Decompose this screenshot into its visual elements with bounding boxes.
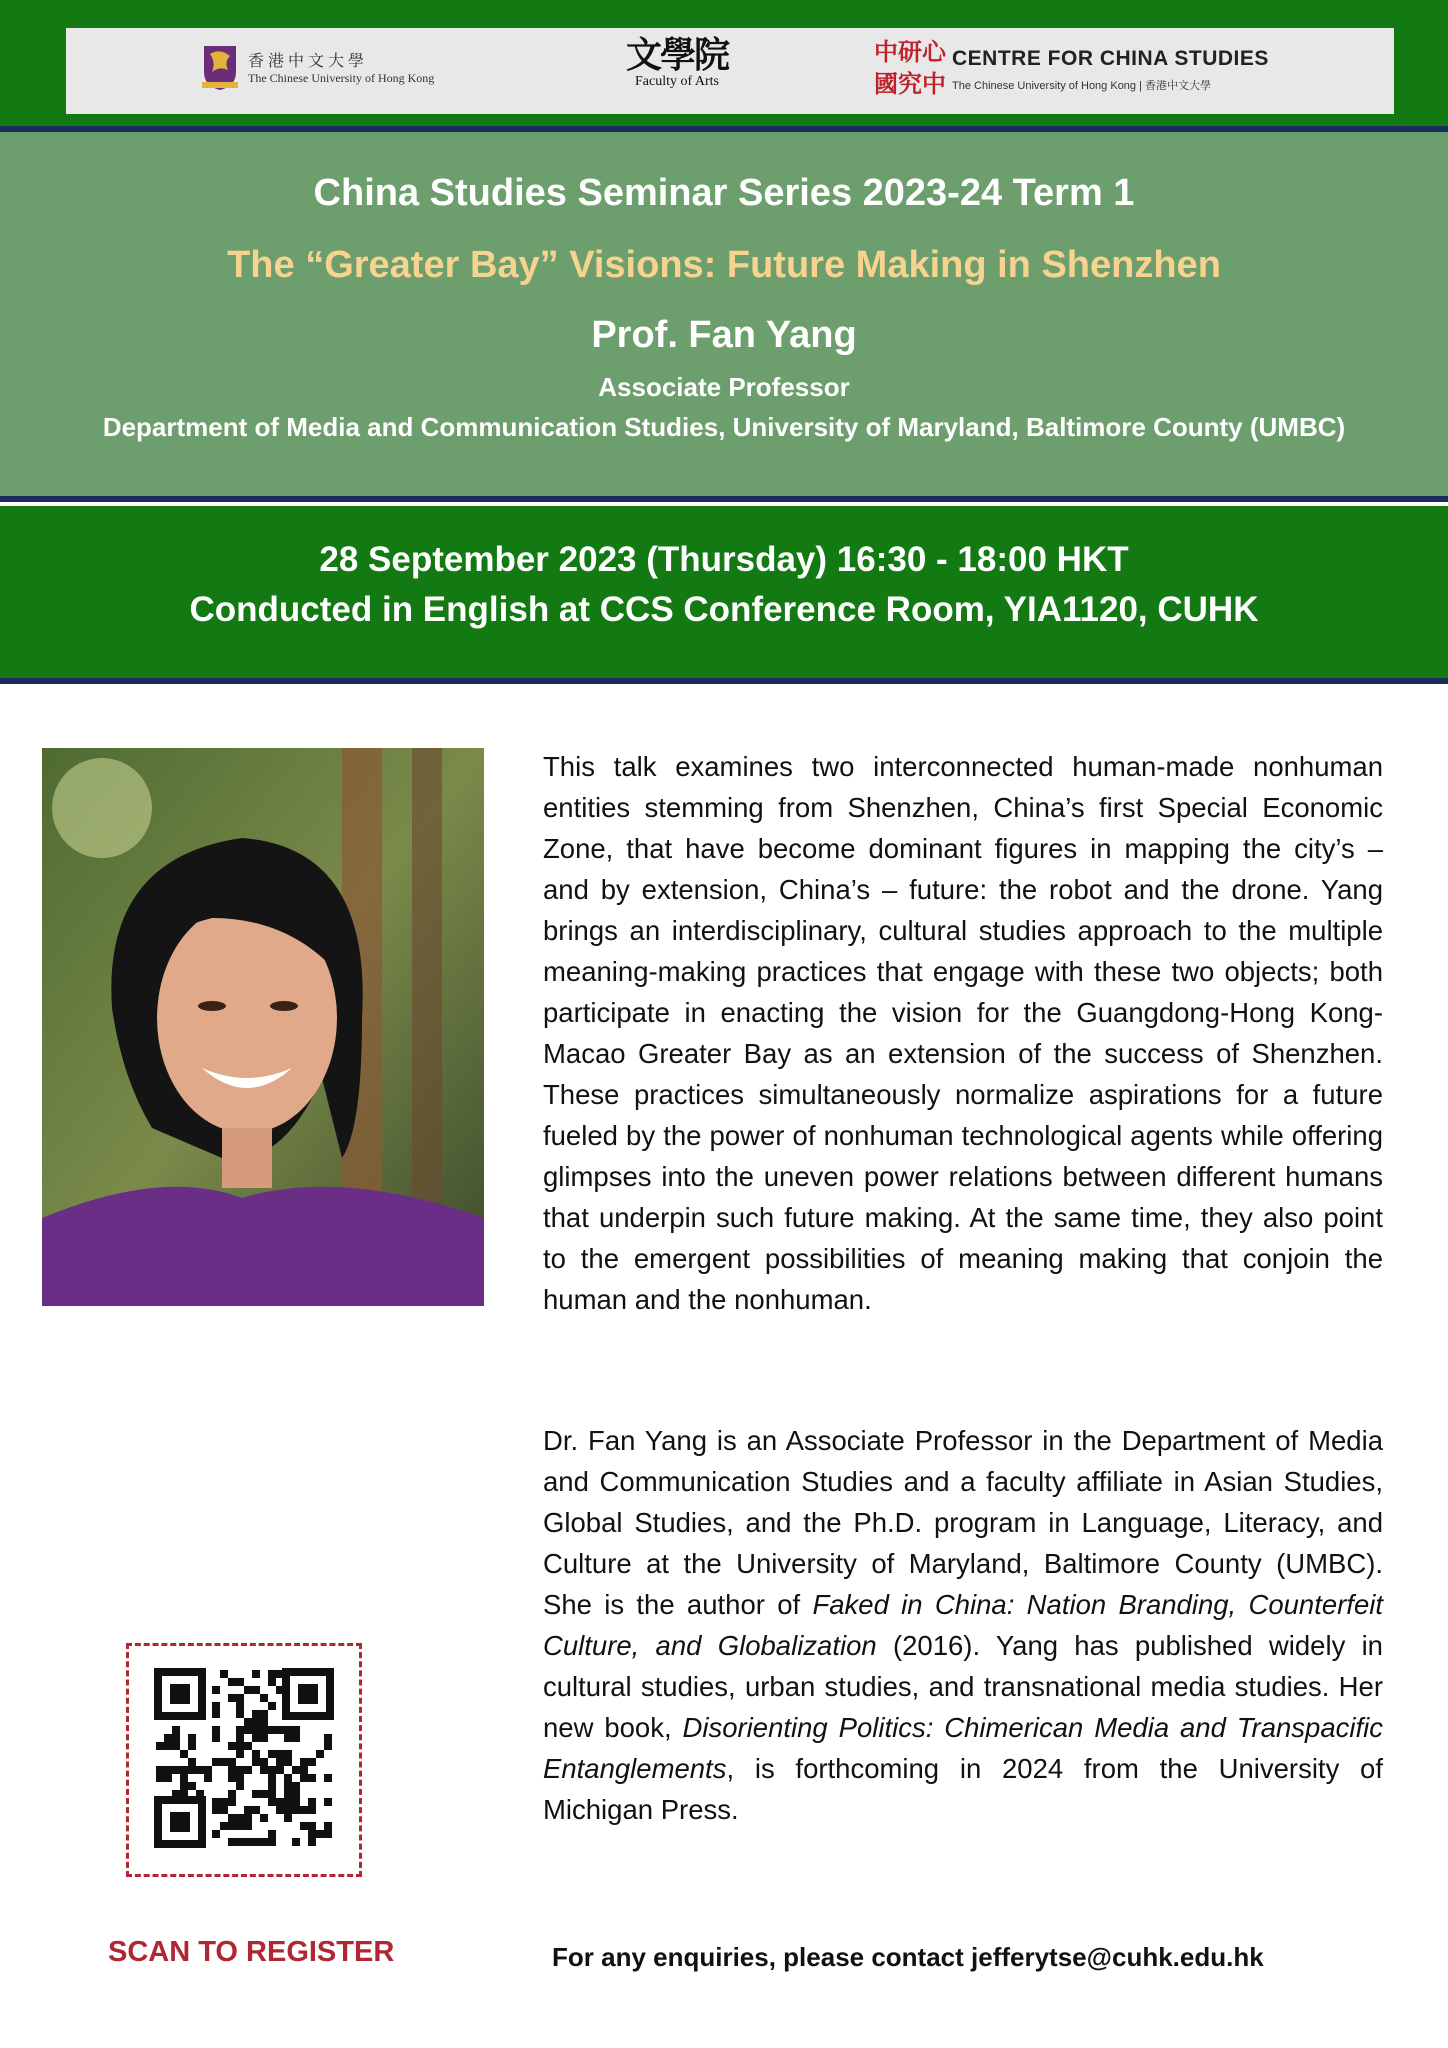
qr-code-frame[interactable] [126, 1643, 362, 1877]
title-band [0, 132, 1448, 496]
contact-info: For any enquiries, please contact jefferytse@cuhk.edu.hk [552, 1942, 1264, 1972]
faculty-name-zh: 文學院 [626, 35, 729, 75]
ccs-title: CENTRE FOR CHINA STUDIES [952, 47, 1269, 70]
seminar-series: China Studies Seminar Series 2023-24 Term 1 [313, 172, 1135, 214]
speaker-bio: Dr. Fan Yang is an Associate Professor in the Department of Media and Communication Studies and a faculty affiliate in Asian Studies, Global Studies, and the Ph.D. program in Language, Literacy, and Culture at the University of Maryland, Baltimore County (UMBC). She is the author of Faked in China: Nation Branding, Counterfeit Culture, and Globalization (2016). Yang has published widely in cultural studies, urban studies, and transnational media studies. Her new book, Disorienting Politics: Chimerican Media and Transpacific Entanglements, is forthcoming in 2024 from the University of Michigan Press. [543, 1425, 1383, 1825]
cuhk-name-zh: 香港中文大學 [248, 53, 369, 70]
ccs-subtitle: The Chinese University of Hong Kong | 香港中文大學 [952, 80, 1212, 92]
logo-strip [66, 28, 1394, 114]
divider [0, 678, 1448, 684]
header-band [0, 0, 1448, 128]
book-title: Disorienting Politics: Chimerican Media and Transpacific Entanglements [543, 1712, 1383, 1784]
book-title: Faked in China: Nation Branding, Counterfeit Culture, and Globalization [543, 1589, 1383, 1661]
faculty-of-arts-logo [626, 36, 728, 90]
date-band [0, 506, 1448, 678]
cuhk-name-en: The Chinese University of Hong Kong [248, 71, 435, 85]
talk-title: The “Greater Bay” Visions: Future Making in Shenzhen [227, 244, 1221, 286]
event-datetime: 28 September 2023 (Thursday) 16:30 - 18:00 HKT [319, 540, 1129, 579]
speaker-position: Associate Professor [598, 372, 850, 402]
faculty-name-en: Faculty of Arts [635, 74, 719, 89]
speaker-department: Department of Media and Communication Studies, University of Maryland, Baltimore County (UMBC) [102, 412, 1346, 442]
qr-code-icon[interactable] [154, 1668, 334, 1848]
speaker-name: Prof. Fan Yang [591, 314, 857, 356]
ccs-logo [874, 38, 1269, 102]
abstract-text: This talk examines two interconnected human-made nonhuman entities stemming from Shenzhen, China’s first Special Economic Zone, that have become dominant figures in mapping the city’s – and by extension, China’s – future: the robot and the drone. Yang brings an interdisciplinary, cultural studies approach to the multiple meaning-making practices that engage with these two objects; both participate in enacting the vision for the Guangdong-Hong Kong-Macao Greater Bay as an extension of the success of Shenzhen. These practices simultaneously normalize aspirations for a future fueled by the power of nonhuman technological agents while offering glimpses into the uneven power relations between different humans that underpin such future making. At the same time, they also point to the emergent possibilities of meaning making that conjoin the human and the nonhuman. [543, 751, 1383, 1315]
cuhk-logo [202, 42, 434, 92]
ccs-seal-icon: 中 研 心 國 究 中 [874, 39, 946, 98]
event-venue: Conducted in English at CCS Conference Room, YIA1120, CUHK [189, 590, 1259, 629]
scan-to-register-label: SCAN TO REGISTER [108, 1936, 395, 1968]
speaker-photo [42, 748, 484, 1306]
divider [0, 496, 1448, 502]
cuhk-crest-icon [202, 42, 238, 92]
